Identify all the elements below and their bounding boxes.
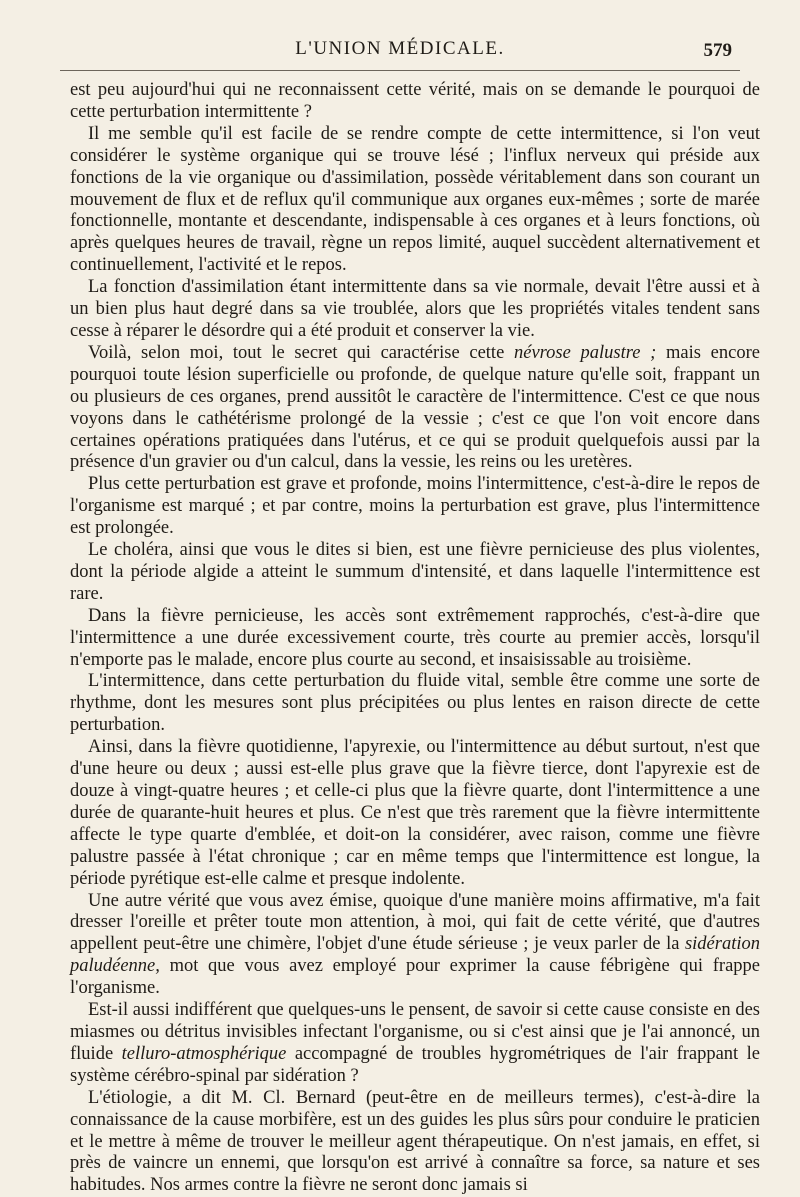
text-run: Il me semble qu'il est facile de se rendre compte de cette intermittence, si l'on veut considérer le système organique qui se trouve lésé ; l'influx nerveux qui préside aux fonctions de la vie organique ou d'assimilation, possède véritablement dans son courant un mouvement de flux et de reflux qu'il communique aux organes eux-mêmes ; sorte de marée fonctionnelle, montante et descendante, indispensable à ces organes et à leurs fonctions, où après quelques heures de travail, règne un repos limité, auquel succèdent alternativement et continuellement, l'activité et le repos. (70, 123, 760, 276)
text-run: La fonction d'assimilation étant intermittente dans sa vie normale, devait l'être aussi et à un bien plus haut degré dans sa vie troublée, alors que les propriétés vitales tendent sans cesse à réparer le désordre qui a été produit et conserver la vie. (70, 277, 760, 341)
text-run: Le choléra, ainsi que vous le dites si bien, est une fièvre pernicieuse des plus violentes, dont la période algide a atteint le summum d'intensité, et dans laquelle l'intermittence est rare. (70, 540, 760, 604)
running-title: L'UNION MÉDICALE. (295, 38, 505, 59)
paragraph (70, 474, 760, 540)
text-run: Ainsi, dans la fièvre quotidienne, l'apyrexie, ou l'intermittence au début surtout, n'est que d'une heure ou deux ; aussi est-elle plus grave que la fièvre tierce, dont l'apyrexie est de douze à vingt-quatre heures ; et celle-ci plus que la fièvre quarte, dont l'intermittence a une durée de quarante-huit heures et plus. Ce n'est que très rarement que la fièvre intermittente affecte le type quarte d'emblée, et doit-on la considérer, avec raison, comme une fièvre palustre passée à l'état chronique ; car en même temps que l'intermittence est longue, la période pyrétique est-elle calme et presque indolente. (70, 737, 760, 889)
italic-term: telluro-atmosphérique (121, 1043, 287, 1064)
italic-term: névrose palustre ; (513, 342, 657, 363)
body-text (70, 80, 760, 1197)
text-run: Plus cette perturbation est grave et profonde, moins l'intermittence, c'est-à-dire le repos de l'organisme est marqué ; et par contre, moins la perturbation est grave, plus l'intermittence est prolongée. (70, 474, 760, 539)
text-run: Dans la fièvre pernicieuse, les accès sont extrêmement rapprochés, c'est-à-dire que l'intermittence a une durée excessivement courte, très courte au premier accès, lorsqu'il n'emporte pas le malade, encore plus courte au second, et insaisissable au troisième. (70, 605, 760, 670)
text-run: L'étiologie, a dit M. Cl. Bernard (peut-être en de meilleurs termes), c'est-à-dire la connaissance de la cause morbifère, est un des guides les plus sûrs pour conduire le praticien et le mettre à même de trouver le meilleur agent thérapeutique. On n'est jamais, en effet, si près de vaincre un ennemi, que lorsqu'on est arrivé à connaître sa force, sa nature et ses habitudes. Nos armes contre la fièvre ne seront donc jamais si (70, 1087, 760, 1196)
text-run: mais encore pourquoi toute lésion superficielle ou profonde, de quelque nature qu'elle soit, frappant un ou plusieurs de ces organes, prend aussitôt le caractère de l'intermittence. C'est ce que nous voyons dans le cathétérisme prolongé de la vessie ; c'est ce que l'on voit encore dans certaines opérations pratiquées dans l'utérus, et ce qui se produit quelquefois aussi par la présence d'un gravier ou d'un calcul, dans la vessie, les reins ou les uretères. (70, 342, 760, 473)
paragraph (70, 80, 760, 124)
text-run: est peu aujourd'hui qui ne reconnaissent cette vérité, mais on se demande le pourquoi de cette perturbation intermittente ? (70, 80, 760, 122)
paragraph (70, 671, 760, 737)
italic-term: sidération paludéenne, (70, 934, 760, 977)
header-rule (60, 70, 740, 71)
paragraph (70, 891, 760, 1001)
text-run: L'intermittence, dans cette perturbation du fluide vital, semble être comme une sorte de rhythme, dont les mesures sont plus précipitées ou plus lentes en raison directe de cette perturbation. (70, 671, 760, 736)
paragraph (70, 737, 760, 890)
text-run: Une autre vérité que vous avez émise, quoique d'une manière moins affirmative, m'a fait dresser l'oreille et prêter toute mon attention, à moi, qui fait de cette vérité, que d'autres appellent peut-être une chimère, l'objet d'une étude sérieuse ; je veux parler de la (70, 890, 760, 955)
page-header (60, 38, 740, 64)
text-run: mot que vous avez employé pour exprimer la cause fébrigène qui frappe l'organisme. (70, 956, 760, 999)
paragraph (70, 1088, 760, 1197)
text-run: Est-il aussi indifférent que quelques-uns le pensent, de savoir si cette cause consiste en des miasmes ou détritus invisibles infectant l'organisme, ou si c'est ainsi que je l'ai annoncé, un fluide (70, 1000, 760, 1064)
paragraph (70, 343, 760, 474)
paragraph (70, 277, 760, 343)
paragraph (70, 124, 760, 277)
paragraph (70, 606, 760, 672)
text-run: Voilà, selon moi, tout le secret qui caractérise cette (88, 342, 514, 363)
page-number: 579 (703, 40, 732, 61)
text-run: accompagné de troubles hygrométriques de l'air frappant le système cérébro-spinal par sidération ? (70, 1043, 760, 1086)
paragraph (70, 1000, 760, 1088)
paragraph (70, 540, 760, 606)
